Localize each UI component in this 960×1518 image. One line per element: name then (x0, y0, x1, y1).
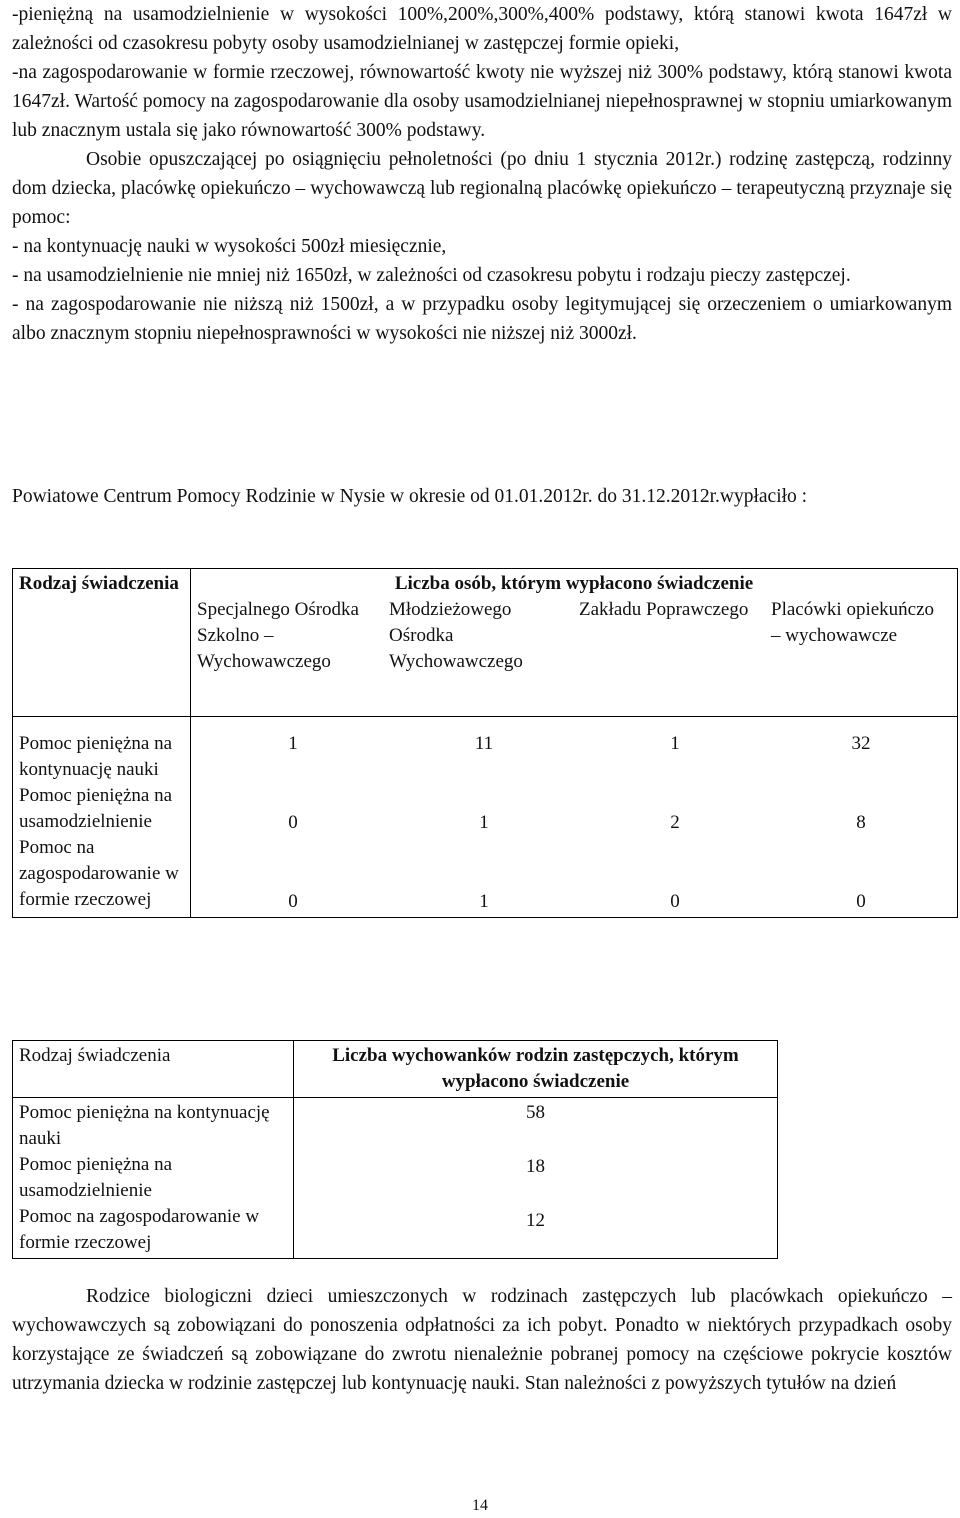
row-labels-cell (13, 717, 191, 918)
table-header-cell: Rodzaj świadczenia (13, 1041, 294, 1098)
column-headers (197, 597, 951, 675)
column-header: Zakładu Poprawczego (579, 599, 749, 620)
table-cell: 8 (856, 812, 866, 833)
table-cell: 58 (526, 1102, 545, 1123)
row-label: Pomoc pieniężna na kontynuację nauki (19, 733, 173, 780)
table-body-row (13, 1098, 778, 1259)
table-cell: 0 (288, 812, 298, 833)
row-labels-cell (13, 1098, 294, 1259)
table-row (197, 889, 951, 915)
table-cell: 1 (479, 812, 489, 833)
row-label: Pomoc na zagospodarowanie w formie rzeczowej (19, 837, 179, 910)
table-header-group (191, 569, 958, 717)
row-label: Pomoc pieniężna na usamodzielnienie (19, 785, 173, 832)
benefits-text-block (12, 0, 952, 348)
table-header-cell: Liczba wychowanków rodzin zastępczych, którym wypłacono świadczenie (294, 1041, 778, 1098)
table-cell: 18 (526, 1156, 545, 1177)
table-header-row (13, 1041, 778, 1098)
final-text-block (12, 1282, 952, 1398)
paragraph-zagospodarowanie: -na zagospodarowanie w formie rzeczowej, równowartość kwoty nie wyższej niż 300% podstawy, którą stanowi kwota 1647zł. Wartość pomocy na zagospodarowanie dla osoby usamodzielnianej niepełnosprawnej w stopniu umiarkowanym lub znacznym ustala się jako równowartość 300% podstawy. (12, 62, 952, 141)
group-header: Liczba osób, którym wypłacono świadczenie (394, 573, 754, 594)
foster-families-benefits-table (12, 1040, 778, 1259)
row-label: Pomoc pieniężna na usamodzielnienie (19, 1154, 173, 1201)
paragraph-usamodzielnienie: -pieniężną na usamodzielnienie w wysokości 100%,200%,300%,400% podstawy, którą stanowi kwota 1647zł w zależności od czasokresu pobyty osoby usamodzielnianej w zastępczej formie opieki, (12, 4, 952, 54)
table-cell: 0 (670, 891, 680, 912)
list-item: - na kontynuację nauki w wysokości 500zł miesięcznie, (12, 236, 447, 257)
row-label: Pomoc na zagospodarowanie w formie rzeczowej (19, 1206, 260, 1253)
list-item: - na usamodzielnienie nie mniej niż 1650zł, w zależności od czasokresu pobytu i rodzaju pieczy zastępczej. (12, 265, 851, 286)
table-cell: 0 (856, 891, 866, 912)
row-label: Pomoc pieniężna na kontynuację nauki (19, 1102, 270, 1149)
pcpr-paragraph-block (12, 482, 952, 511)
table-cell: 32 (851, 733, 871, 754)
table-header-row (13, 569, 958, 717)
table-cell: 12 (526, 1210, 545, 1231)
table-row (197, 810, 951, 889)
row-values-cell (191, 717, 958, 918)
table-cell: 1 (479, 891, 489, 912)
paragraph-pcpr: Powiatowe Centrum Pomocy Rodzinie w Nysie w okresie od 01.01.2012r. do 31.12.2012r.wypłaciło : (12, 486, 808, 507)
page-number: 14 (472, 1497, 488, 1514)
table-body-row (13, 717, 958, 918)
column-header: Placówki opiekuńczo – wychowawcze (771, 599, 935, 646)
paragraph-osobie-opuszczajacej: Osobie opuszczającej po osiągnięciu pełnoletności (po dniu 1 stycznia 2012r.) rodzinę zastępczą, rodzinny dom dziecka, placówkę opiekuńczo – wychowawczą lub regionalną placówkę opiekuńczo – terapeutyczną przyznaje się pomoc: (12, 149, 952, 228)
table-cell: 11 (474, 733, 494, 754)
institutions-benefits-table (12, 568, 958, 918)
table-cell: 2 (670, 812, 680, 833)
paragraph-rodzice-biologiczni: Rodzice biologiczni dzieci umieszczonych w rodzinach zastępczych lub placówkach opiekuńczo – wychowawczych są zobowiązani do ponoszenia odpłatności za ich pobyt. Ponadto w niektórych przypadkach osoby korzystające ze świadczeń są zobowiązane do zwrotu nienależnie pobranej pomocy na częściowe pokrycie kosztów utrzymania dziecka w rodzinie zastępczej lub kontynuację nauki. Stan należności z powyższych tytułów na dzień (12, 1286, 952, 1394)
column-header: Specjalnego Ośrodka Szkolno – Wychowawczego (197, 599, 359, 672)
list-item: - na zagospodarowanie nie niższą niż 1500zł, a w przypadku osoby legitymującej się orzeczeniem o umiarkowanym albo znacznym stopniu niepełnosprawności w wysokości nie niższej niż 3000zł. (12, 294, 952, 344)
table-cell: 1 (670, 733, 680, 754)
table-header-corner: Rodzaj świadczenia (13, 569, 191, 717)
table-cell: 1 (288, 733, 298, 754)
column-header: Młodzieżowego Ośrodka Wychowawczego (389, 599, 523, 672)
row-values-cell (294, 1098, 778, 1259)
table-cell: 0 (288, 891, 298, 912)
table-row (197, 731, 951, 810)
